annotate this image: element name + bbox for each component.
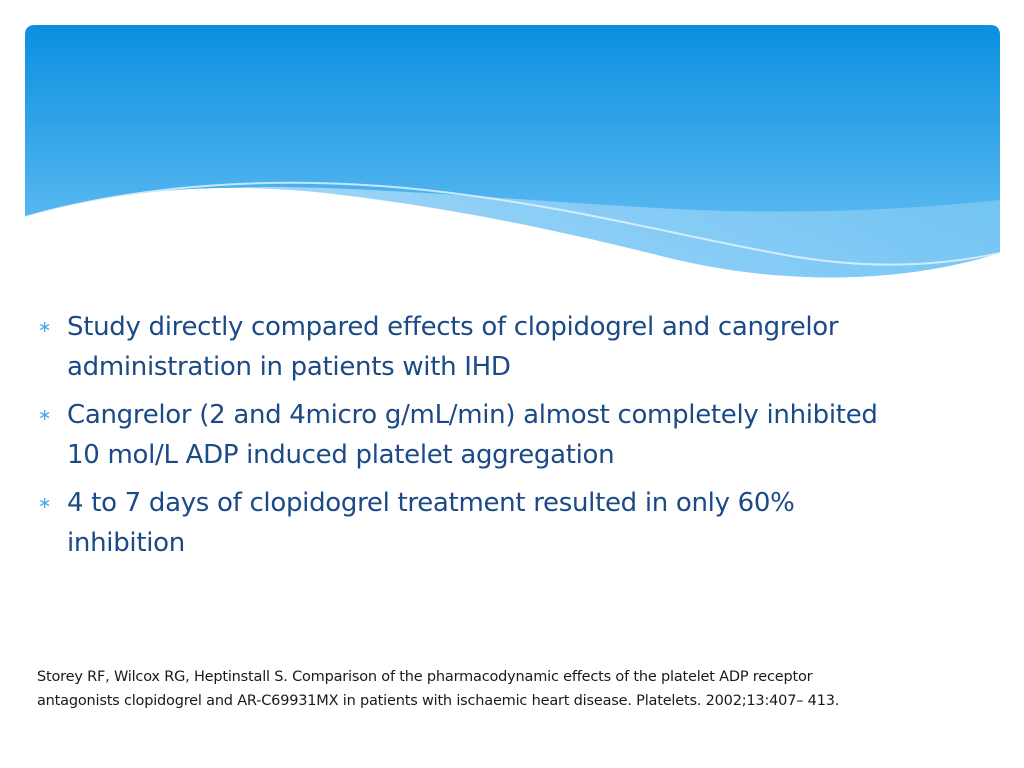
header-wave-banner xyxy=(25,25,1000,290)
reference-line-2: antagonists clopidogrel and AR-C69931MX in patients with ischaemic heart disease. Platelets. 2002;13:407– 413. xyxy=(37,693,840,709)
bullet-text-line-2: administration in patients with IHD xyxy=(67,352,511,382)
bullet-marker-icon: ∗ xyxy=(38,405,52,424)
bullet-text-line-2: 10 mol/L ADP induced platelet aggregation xyxy=(67,440,615,470)
bullet-text-line-2: inhibition xyxy=(67,528,185,558)
reference-line-1: Storey RF, Wilcox RG, Heptinstall S. Comparison of the pharmacodynamic effects of the platelet ADP receptor xyxy=(37,669,813,685)
bullet-text-line-1: 4 to 7 days of clopidogrel treatment resulted in only 60% xyxy=(67,488,795,518)
bullet-list xyxy=(38,307,998,571)
bullet-marker-icon: ∗ xyxy=(38,493,52,512)
bullet-item xyxy=(38,307,998,387)
bullet-item xyxy=(38,483,998,563)
bullet-text-line-1: Study directly compared effects of clopidogrel and cangrelor xyxy=(67,312,839,342)
wave-graphic xyxy=(25,25,1000,290)
bullet-text-line-1: Cangrelor (2 and 4micro g/mL/min) almost completely inhibited xyxy=(67,400,878,430)
bullet-marker-icon: ∗ xyxy=(38,317,52,336)
bullet-item xyxy=(38,395,998,475)
reference-citation xyxy=(37,665,997,713)
